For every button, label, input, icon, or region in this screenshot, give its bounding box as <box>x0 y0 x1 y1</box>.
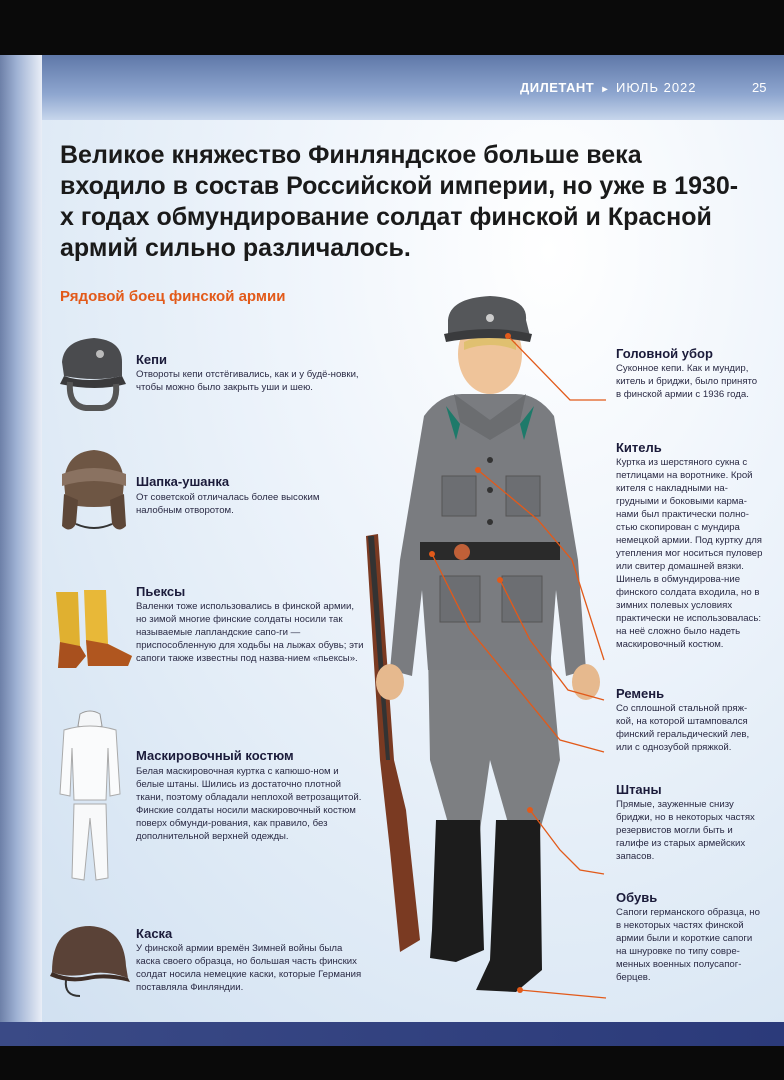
magazine-name: ДИЛЕТАНТ <box>520 80 595 95</box>
left-item-title: Каска <box>136 926 173 941</box>
right-item-text: Прямые, зауженные снизу бриджи, но в некоторых частях резервистов могли быть и галифе из старых армейских запасов. <box>616 799 755 862</box>
section-title: Рядовой боец финской армии <box>60 288 286 305</box>
right-item-title: Обувь <box>616 890 658 905</box>
right-item-title: Китель <box>616 440 662 455</box>
left-item-text: Белая маскировочная куртка с капюшо-ном и белые штаны. Шились из достаточно плотной ткани, поэтому обладали неплохой ветрозащитой. Финские солдаты носили маскировочный костюм поверх обмунди-рования, как правило, без дополнительной верхней одежды. <box>136 766 362 842</box>
left-item-text: У финской армии времён Зимней войны была каска своего образца, но большая часть финских солдат носила немецкие каски, которые Германия поставляла Финляндии. <box>136 943 362 993</box>
left-item-text: Отвороты кепи отстёгивались, как и у будё-новки, чтобы можно было закрыть уши и шею. <box>136 369 359 393</box>
page-number: 25 <box>752 80 767 95</box>
left-item-title: Кепи <box>136 352 168 367</box>
right-item-text: Суконное кепи. Как и мундир, китель и бриджи, было принято в финской армии с 1936 года. <box>616 363 758 400</box>
right-item-title: Ремень <box>616 686 665 701</box>
separator-icon: ▸ <box>602 84 608 95</box>
left-item-title: Пьексы <box>136 584 186 599</box>
right-item-text: Со сплошной стальной пряж-кой, на которой штамповался финский геральдический лев, или с однозубой пряжкой. <box>616 703 750 753</box>
right-item-text: Сапоги германского образца, но в некоторых частях финской армии были и короткие сапоги на шнуровке по типу совре-менных военных полусапог-берцев. <box>616 907 760 983</box>
right-item-text: Куртка из шерстяного сукна с петлицами на воротнике. Крой кителя с накладными на-грудными и боковыми карма-нами был практически полно-стью скопирован с мундира немецкой армии. Под куртку для утепления мог носиться пуловер или свитер домашней вязки. Шинель в обмундирова-ние финского солдата входила, но в зимних полевых условиях практически не использовалась: на неё сложно было надеть маскировочный костюм. <box>616 457 763 650</box>
issue-date: ИЮЛЬ 2022 <box>616 80 697 95</box>
left-item-title: Шапка-ушанка <box>136 474 230 489</box>
right-item-title: Головной убор <box>616 346 713 361</box>
right-item-title: Штаны <box>616 782 662 797</box>
headline: Великое княжество Финляндское больше века входило в состав Российской империи, но уже в 1930-х годах обмундирование солдат финской и Красной армий сильно различалось. <box>60 141 739 262</box>
left-item-text: Валенки тоже использовались в финской армии, но зимой многие финские солдаты носили так называемые лапландские сапо-ги — приспособленную для ходьбы на лыжах обувь; эти сапоги также известны под назва-нием «пьексы». <box>136 601 364 664</box>
left-item-text: От советской отличалась более высоким налобным отворотом. <box>136 492 320 516</box>
left-item-title: Маскировочный костюм <box>136 748 294 763</box>
